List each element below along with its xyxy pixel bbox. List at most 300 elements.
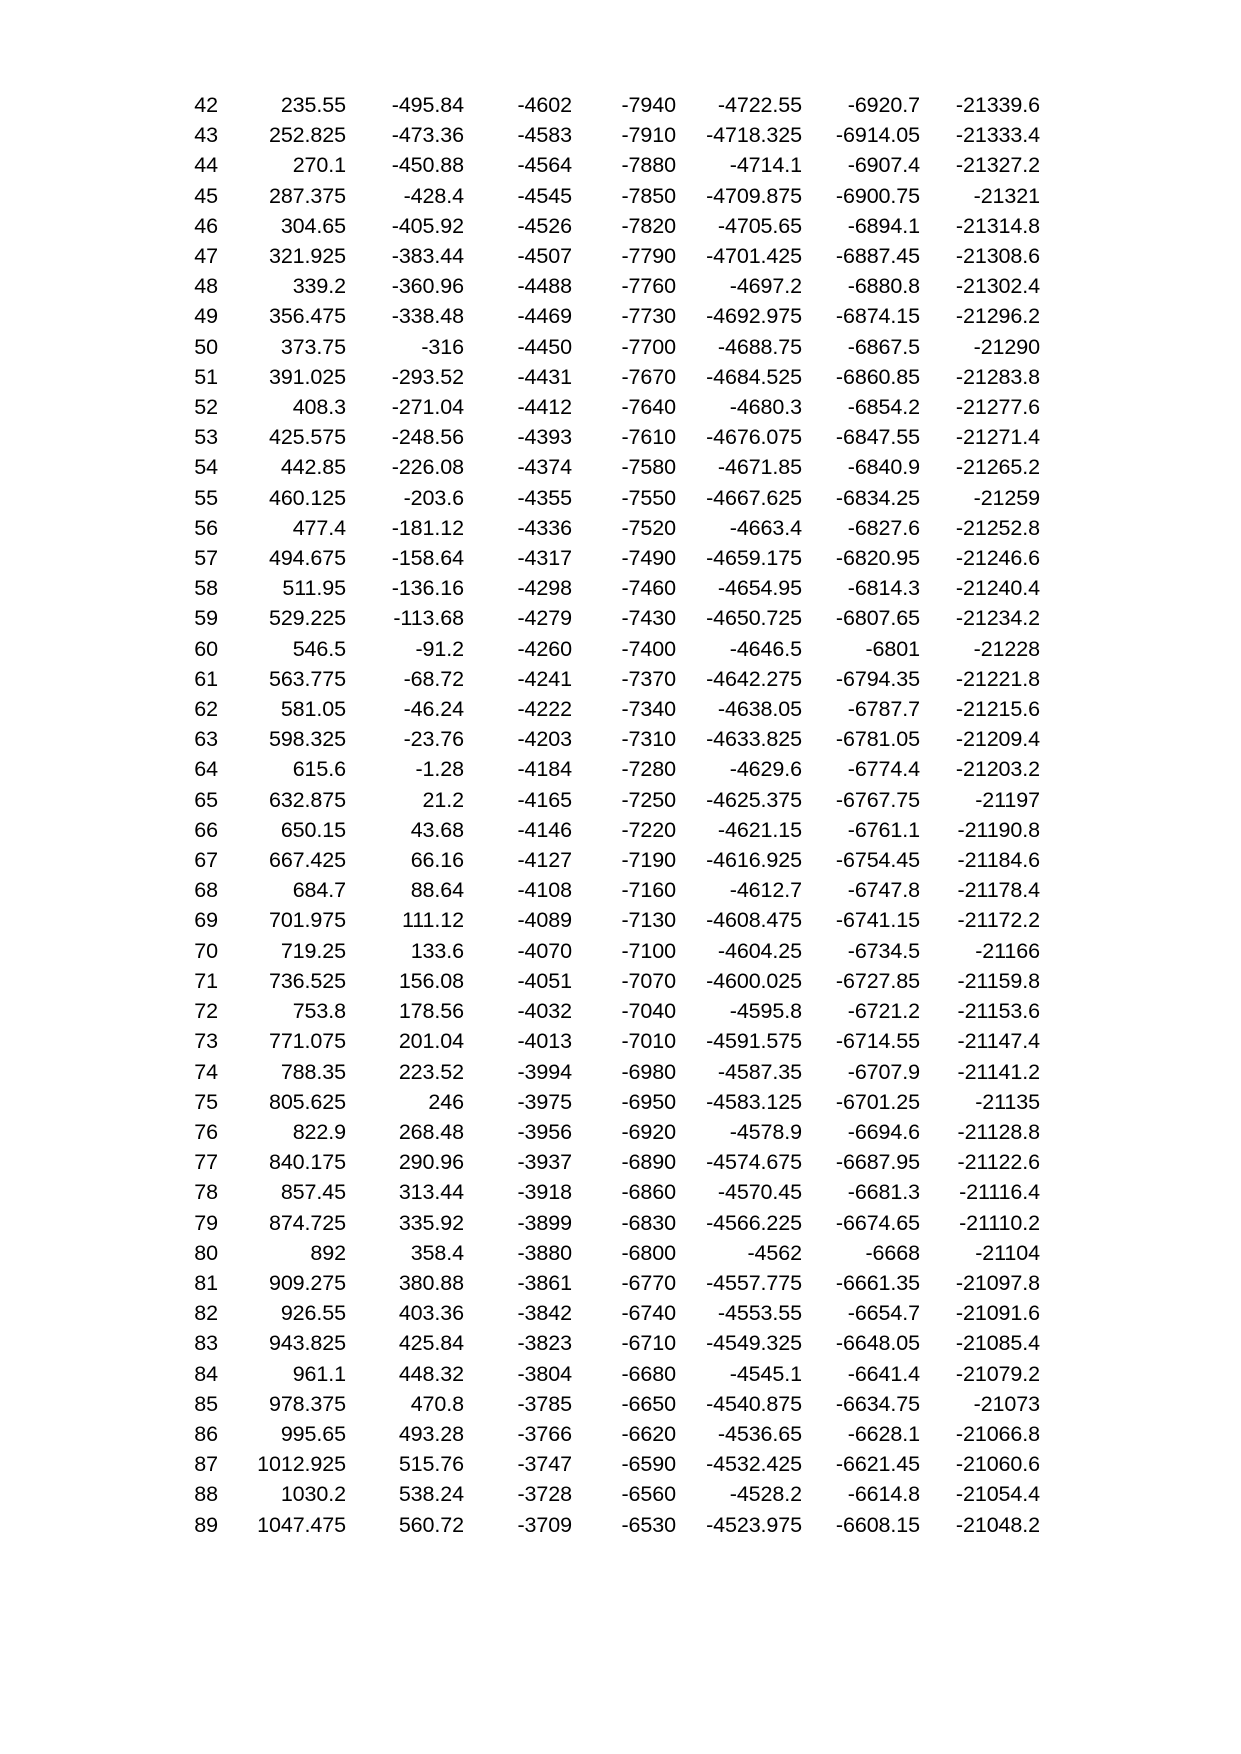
value-column-7-cell: -21135 xyxy=(975,1089,1040,1114)
value-column-5-cell: -4663.4 xyxy=(729,515,802,540)
value-column-6-cell: -6920.7 xyxy=(847,93,920,117)
value-column-1-cell: 460.125 xyxy=(268,485,346,510)
value-column-7-cell: -21234.2 xyxy=(955,606,1040,631)
table-row xyxy=(176,211,1040,241)
value-column-6-cell: -6614.8 xyxy=(847,1482,920,1507)
index-column-cell: 67 xyxy=(194,848,218,873)
table-row xyxy=(176,1057,1040,1087)
value-column-6-cell: -6641.4 xyxy=(847,1361,920,1386)
value-column-4-cell: -7460 xyxy=(621,576,676,601)
value-column-4-cell: -6590 xyxy=(621,1452,676,1477)
index-column-cell: 68 xyxy=(194,878,218,903)
value-column-7-cell: -21290 xyxy=(973,334,1040,359)
value-column-1-cell: 736.525 xyxy=(268,968,346,993)
value-column-5-cell: -4629.6 xyxy=(729,757,802,782)
value-column-6-cell: -6880.8 xyxy=(847,274,920,299)
table-row xyxy=(176,966,1040,996)
value-column-2-cell: -383.44 xyxy=(391,244,464,269)
index-column-cell: 62 xyxy=(194,697,218,722)
value-column-5-cell: -4633.825 xyxy=(706,727,802,752)
value-column-4-cell: -7670 xyxy=(621,364,676,389)
value-column-1-cell: 477.4 xyxy=(292,515,346,540)
value-column-5-cell: -4578.9 xyxy=(729,1119,802,1144)
value-column-3-cell: -3994 xyxy=(517,1059,572,1084)
value-column-4-cell: -6920 xyxy=(621,1119,676,1144)
value-column-3-cell: -4583 xyxy=(517,123,572,148)
value-column-7-cell: -21172.2 xyxy=(957,908,1040,933)
value-column-3-cell: -3823 xyxy=(517,1331,572,1356)
value-column-5-cell: -4654.95 xyxy=(717,576,802,601)
table-row xyxy=(176,332,1040,362)
value-column-7-cell: -21147.4 xyxy=(957,1029,1040,1054)
value-column-5-cell: -4608.475 xyxy=(706,908,802,933)
value-column-6-cell: -6787.7 xyxy=(847,697,920,722)
value-column-7-cell: -21122.6 xyxy=(957,1150,1040,1175)
value-column-3-cell: -4355 xyxy=(517,485,572,510)
table-row xyxy=(176,664,1040,694)
value-column-1-cell: 961.1 xyxy=(292,1361,346,1386)
index-column-cell: 52 xyxy=(194,395,218,420)
index-column-cell: 74 xyxy=(194,1059,218,1084)
value-column-1-cell: 719.25 xyxy=(280,938,346,963)
value-column-5-cell: -4705.65 xyxy=(717,213,802,238)
value-column-6-cell: -6807.65 xyxy=(835,606,920,631)
value-column-2-cell: -136.16 xyxy=(391,576,464,601)
index-column-cell: 64 xyxy=(194,757,218,782)
value-column-7-cell: -21252.8 xyxy=(955,515,1040,540)
value-column-1-cell: 235.55 xyxy=(280,93,346,117)
value-column-7-cell: -21178.4 xyxy=(957,878,1040,903)
value-column-5-cell: -4642.275 xyxy=(706,666,802,691)
value-column-5-cell: -4587.35 xyxy=(717,1059,802,1084)
value-column-2-cell: -113.68 xyxy=(393,606,464,631)
value-column-2-cell: 335.92 xyxy=(398,1210,464,1235)
value-column-2-cell: 448.32 xyxy=(398,1361,464,1386)
value-column-6-cell: -6854.2 xyxy=(847,395,920,420)
value-column-2-cell: -23.76 xyxy=(403,727,464,752)
value-column-2-cell: 380.88 xyxy=(398,1270,464,1295)
value-column-7-cell: -21215.6 xyxy=(955,697,1040,722)
value-column-4-cell: -6530 xyxy=(621,1512,676,1537)
value-column-7-cell: -21327.2 xyxy=(955,153,1040,178)
value-column-1-cell: 1047.475 xyxy=(257,1512,346,1537)
value-column-3-cell: -4184 xyxy=(517,757,572,782)
value-column-3-cell: -4526 xyxy=(517,213,572,238)
value-column-5-cell: -4612.7 xyxy=(729,878,802,903)
value-column-7-cell: -21308.6 xyxy=(955,244,1040,269)
table-row xyxy=(176,301,1040,331)
table-row xyxy=(176,1238,1040,1268)
value-column-4-cell: -6650 xyxy=(621,1391,676,1416)
value-column-6-cell: -6860.85 xyxy=(835,364,920,389)
value-column-2-cell: 66.16 xyxy=(410,848,464,873)
value-column-4-cell: -7490 xyxy=(621,546,676,571)
value-column-3-cell: -4374 xyxy=(517,455,572,480)
value-column-3-cell: -4279 xyxy=(517,606,572,631)
value-column-7-cell: -21296.2 xyxy=(955,304,1040,329)
value-column-4-cell: -7760 xyxy=(621,274,676,299)
value-column-6-cell: -6661.35 xyxy=(835,1270,920,1295)
value-column-6-cell: -6674.65 xyxy=(835,1210,920,1235)
value-column-1-cell: 684.7 xyxy=(292,878,346,903)
value-column-1-cell: 1030.2 xyxy=(280,1482,346,1507)
value-column-3-cell: -3747 xyxy=(517,1452,572,1477)
value-column-7-cell: -21104 xyxy=(975,1240,1040,1265)
value-column-3-cell: -3880 xyxy=(517,1240,572,1265)
value-column-5-cell: -4680.3 xyxy=(729,395,802,420)
value-column-1-cell: 563.775 xyxy=(268,666,346,691)
value-column-1-cell: 511.95 xyxy=(282,576,346,601)
value-column-2-cell: -181.12 xyxy=(391,515,464,540)
value-column-4-cell: -7820 xyxy=(621,213,676,238)
value-column-4-cell: -7580 xyxy=(621,455,676,480)
index-column-cell: 44 xyxy=(194,153,218,178)
index-column-cell: 65 xyxy=(194,787,218,812)
value-column-3-cell: -4146 xyxy=(517,817,572,842)
value-column-3-cell: -3785 xyxy=(517,1391,572,1416)
value-column-7-cell: -21197 xyxy=(975,787,1040,812)
value-column-1-cell: 650.15 xyxy=(280,817,346,842)
index-column-cell: 59 xyxy=(194,606,218,631)
value-column-3-cell: -4165 xyxy=(517,787,572,812)
value-column-5-cell: -4600.025 xyxy=(706,968,802,993)
value-column-5-cell: -4591.575 xyxy=(706,1029,802,1054)
value-column-4-cell: -7190 xyxy=(621,848,676,873)
value-column-7-cell: -21221.8 xyxy=(955,666,1040,691)
value-column-1-cell: 943.825 xyxy=(268,1331,346,1356)
value-column-4-cell: -6740 xyxy=(621,1301,676,1326)
value-column-3-cell: -4241 xyxy=(517,666,572,691)
index-column-cell: 63 xyxy=(194,727,218,752)
value-column-2-cell: 201.04 xyxy=(398,1029,464,1054)
value-column-6-cell: -6820.95 xyxy=(835,546,920,571)
table-row xyxy=(176,392,1040,422)
value-column-2-cell: -271.04 xyxy=(391,395,464,420)
value-column-4-cell: -7280 xyxy=(621,757,676,782)
value-column-6-cell: -6840.9 xyxy=(847,455,920,480)
index-column-cell: 83 xyxy=(194,1331,218,1356)
value-column-3-cell: -4108 xyxy=(517,878,572,903)
value-column-1-cell: 822.9 xyxy=(292,1119,346,1144)
value-column-2-cell: -248.56 xyxy=(391,425,464,450)
value-column-4-cell: -7880 xyxy=(621,153,676,178)
value-column-6-cell: -6694.6 xyxy=(847,1119,920,1144)
value-column-3-cell: -4336 xyxy=(517,515,572,540)
index-column-cell: 54 xyxy=(194,455,218,480)
value-column-3-cell: -4070 xyxy=(517,938,572,963)
value-column-3-cell: -4507 xyxy=(517,244,572,269)
value-column-4-cell: -7130 xyxy=(621,908,676,933)
table-row xyxy=(176,513,1040,543)
value-column-1-cell: 356.475 xyxy=(268,304,346,329)
value-column-6-cell: -6628.1 xyxy=(847,1421,920,1446)
table-row xyxy=(176,754,1040,784)
value-column-5-cell: -4638.05 xyxy=(717,697,802,722)
index-column-cell: 48 xyxy=(194,274,218,299)
value-column-5-cell: -4545.1 xyxy=(729,1361,802,1386)
value-column-4-cell: -7220 xyxy=(621,817,676,842)
index-column-cell: 77 xyxy=(194,1150,218,1175)
value-column-2-cell: -68.72 xyxy=(403,666,464,691)
value-column-6-cell: -6767.75 xyxy=(835,787,920,812)
value-column-4-cell: -7610 xyxy=(621,425,676,450)
value-column-7-cell: -21060.6 xyxy=(955,1452,1040,1477)
table-row xyxy=(176,1389,1040,1419)
table-row xyxy=(176,845,1040,875)
table-row xyxy=(176,724,1040,754)
value-column-7-cell: -21190.8 xyxy=(957,817,1040,842)
value-column-1-cell: 892 xyxy=(310,1240,346,1265)
value-column-2-cell: 515.76 xyxy=(398,1452,464,1477)
value-column-2-cell: -495.84 xyxy=(391,93,464,117)
value-column-1-cell: 391.025 xyxy=(268,364,346,389)
table-row xyxy=(176,452,1040,482)
value-column-1-cell: 840.175 xyxy=(268,1150,346,1175)
index-column-cell: 72 xyxy=(194,999,218,1024)
value-column-5-cell: -4697.2 xyxy=(729,274,802,299)
table-row xyxy=(176,1177,1040,1207)
value-column-3-cell: -3804 xyxy=(517,1361,572,1386)
value-column-6-cell: -6668 xyxy=(865,1240,920,1265)
value-column-2-cell: 156.08 xyxy=(398,968,464,993)
value-column-4-cell: -7940 xyxy=(621,93,676,117)
value-column-6-cell: -6834.25 xyxy=(835,485,920,510)
value-column-7-cell: -21271.4 xyxy=(955,425,1040,450)
table-row xyxy=(176,1328,1040,1358)
value-column-6-cell: -6914.05 xyxy=(835,123,920,148)
index-column-cell: 79 xyxy=(194,1210,218,1235)
value-column-7-cell: -21079.2 xyxy=(955,1361,1040,1386)
value-column-3-cell: -4450 xyxy=(517,334,572,359)
value-column-2-cell: -473.36 xyxy=(391,123,464,148)
value-column-1-cell: 1012.925 xyxy=(257,1452,346,1477)
value-column-5-cell: -4523.975 xyxy=(706,1512,802,1537)
value-column-3-cell: -3709 xyxy=(517,1512,572,1537)
value-column-2-cell: 358.4 xyxy=(410,1240,464,1265)
value-column-5-cell: -4709.875 xyxy=(706,183,802,208)
index-column-cell: 57 xyxy=(194,546,218,571)
index-column-cell: 66 xyxy=(194,817,218,842)
value-column-3-cell: -3766 xyxy=(517,1421,572,1446)
value-column-2-cell: -316 xyxy=(421,334,464,359)
value-column-6-cell: -6654.7 xyxy=(847,1301,920,1326)
value-column-5-cell: -4701.425 xyxy=(706,244,802,269)
table-row xyxy=(176,241,1040,271)
value-column-1-cell: 252.825 xyxy=(268,123,346,148)
value-column-6-cell: -6894.1 xyxy=(847,213,920,238)
value-column-1-cell: 529.225 xyxy=(268,606,346,631)
value-column-4-cell: -7430 xyxy=(621,606,676,631)
value-column-5-cell: -4684.525 xyxy=(706,364,802,389)
table-row xyxy=(176,90,1040,120)
value-column-6-cell: -6814.3 xyxy=(847,576,920,601)
value-column-3-cell: -3899 xyxy=(517,1210,572,1235)
value-column-2-cell: -338.48 xyxy=(391,304,464,329)
value-column-3-cell: -4412 xyxy=(517,395,572,420)
index-column-cell: 46 xyxy=(194,213,218,238)
value-column-3-cell: -3975 xyxy=(517,1089,572,1114)
value-column-6-cell: -6754.45 xyxy=(835,848,920,873)
value-column-6-cell: -6781.05 xyxy=(835,727,920,752)
table-row xyxy=(176,543,1040,573)
value-column-3-cell: -3937 xyxy=(517,1150,572,1175)
table-row xyxy=(176,694,1040,724)
value-column-5-cell: -4692.975 xyxy=(706,304,802,329)
table-row xyxy=(176,1298,1040,1328)
index-column-cell: 75 xyxy=(194,1089,218,1114)
value-column-1-cell: 788.35 xyxy=(280,1059,346,1084)
value-column-7-cell: -21333.4 xyxy=(955,123,1040,148)
index-column-cell: 51 xyxy=(194,364,218,389)
index-column-cell: 55 xyxy=(194,485,218,510)
value-column-4-cell: -7790 xyxy=(621,244,676,269)
value-column-6-cell: -6621.45 xyxy=(835,1452,920,1477)
value-column-7-cell: -21314.8 xyxy=(955,213,1040,238)
value-column-7-cell: -21091.6 xyxy=(955,1301,1040,1326)
value-column-4-cell: -6950 xyxy=(621,1089,676,1114)
index-column-cell: 56 xyxy=(194,515,218,540)
value-column-5-cell: -4528.2 xyxy=(729,1482,802,1507)
value-column-3-cell: -4051 xyxy=(517,968,572,993)
value-column-2-cell: 313.44 xyxy=(398,1180,464,1205)
value-column-1-cell: 995.65 xyxy=(280,1421,346,1446)
value-column-1-cell: 615.6 xyxy=(292,757,346,782)
value-column-3-cell: -4203 xyxy=(517,727,572,752)
index-column-cell: 89 xyxy=(194,1512,218,1537)
value-column-3-cell: -4469 xyxy=(517,304,572,329)
value-column-7-cell: -21073 xyxy=(973,1391,1040,1416)
index-column-cell: 47 xyxy=(194,244,218,269)
value-column-7-cell: -21302.4 xyxy=(955,274,1040,299)
value-column-4-cell: -6560 xyxy=(621,1482,676,1507)
value-column-4-cell: -6890 xyxy=(621,1150,676,1175)
value-column-6-cell: -6734.5 xyxy=(847,938,920,963)
value-column-1-cell: 425.575 xyxy=(268,425,346,450)
value-column-7-cell: -21097.8 xyxy=(955,1270,1040,1295)
value-column-5-cell: -4532.425 xyxy=(706,1452,802,1477)
value-column-6-cell: -6794.35 xyxy=(835,666,920,691)
value-column-4-cell: -7640 xyxy=(621,395,676,420)
value-column-6-cell: -6747.8 xyxy=(847,878,920,903)
value-column-2-cell: 133.6 xyxy=(410,938,464,963)
value-column-3-cell: -4431 xyxy=(517,364,572,389)
value-column-7-cell: -21141.2 xyxy=(957,1059,1040,1084)
value-column-3-cell: -4545 xyxy=(517,183,572,208)
value-column-7-cell: -21166 xyxy=(975,938,1040,963)
value-column-1-cell: 339.2 xyxy=(292,274,346,299)
value-column-7-cell: -21048.2 xyxy=(955,1512,1040,1537)
value-column-4-cell: -7910 xyxy=(621,123,676,148)
index-column-cell: 61 xyxy=(194,666,218,691)
value-column-6-cell: -6801 xyxy=(865,636,920,661)
value-column-6-cell: -6608.15 xyxy=(835,1512,920,1537)
value-column-7-cell: -21066.8 xyxy=(955,1421,1040,1446)
value-column-7-cell: -21085.4 xyxy=(955,1331,1040,1356)
value-column-7-cell: -21116.4 xyxy=(959,1180,1040,1205)
value-column-3-cell: -4260 xyxy=(517,636,572,661)
table-row xyxy=(176,1026,1040,1056)
index-column-cell: 73 xyxy=(194,1029,218,1054)
value-column-2-cell: -428.4 xyxy=(403,183,464,208)
table-row xyxy=(176,1268,1040,1298)
value-column-1-cell: 909.275 xyxy=(268,1270,346,1295)
table-row xyxy=(176,634,1040,664)
value-column-4-cell: -6980 xyxy=(621,1059,676,1084)
value-column-2-cell: -91.2 xyxy=(415,636,464,661)
value-column-1-cell: 598.325 xyxy=(268,727,346,752)
index-column-cell: 53 xyxy=(194,425,218,450)
value-column-1-cell: 373.75 xyxy=(280,334,346,359)
value-column-4-cell: -6860 xyxy=(621,1180,676,1205)
value-column-5-cell: -4595.8 xyxy=(729,999,802,1024)
value-column-1-cell: 270.1 xyxy=(292,153,346,178)
value-column-3-cell: -4032 xyxy=(517,999,572,1024)
table-row xyxy=(176,271,1040,301)
value-column-3-cell: -4488 xyxy=(517,274,572,299)
value-column-1-cell: 321.925 xyxy=(268,244,346,269)
index-column-cell: 87 xyxy=(194,1452,218,1477)
value-column-5-cell: -4540.875 xyxy=(706,1391,802,1416)
value-column-4-cell: -7400 xyxy=(621,636,676,661)
value-column-6-cell: -6741.15 xyxy=(835,908,920,933)
value-column-6-cell: -6701.25 xyxy=(835,1089,920,1114)
value-column-3-cell: -4013 xyxy=(517,1029,572,1054)
index-column-cell: 85 xyxy=(194,1391,218,1416)
table-row xyxy=(176,1510,1040,1540)
value-column-2-cell: -405.92 xyxy=(391,213,464,238)
value-column-1-cell: 771.075 xyxy=(268,1029,346,1054)
value-column-1-cell: 667.425 xyxy=(268,848,346,873)
value-column-7-cell: -21277.6 xyxy=(955,395,1040,420)
table-row xyxy=(176,936,1040,966)
value-column-5-cell: -4722.55 xyxy=(717,93,802,117)
value-column-7-cell: -21339.6 xyxy=(955,93,1040,117)
value-column-5-cell: -4566.225 xyxy=(706,1210,802,1235)
value-column-5-cell: -4583.125 xyxy=(706,1089,802,1114)
value-column-2-cell: -203.6 xyxy=(403,485,464,510)
table-row xyxy=(176,1449,1040,1479)
value-column-2-cell: 223.52 xyxy=(398,1059,464,1084)
table-row xyxy=(176,875,1040,905)
index-column-cell: 86 xyxy=(194,1421,218,1446)
table-row xyxy=(176,483,1040,513)
value-column-6-cell: -6867.5 xyxy=(847,334,920,359)
index-column-cell: 80 xyxy=(194,1240,218,1265)
value-column-7-cell: -21184.6 xyxy=(957,848,1040,873)
value-column-4-cell: -7550 xyxy=(621,485,676,510)
index-column-cell: 78 xyxy=(194,1180,218,1205)
value-column-1-cell: 442.85 xyxy=(280,455,346,480)
index-column-cell: 71 xyxy=(194,968,218,993)
value-column-7-cell: -21159.8 xyxy=(957,968,1040,993)
value-column-6-cell: -6634.75 xyxy=(835,1391,920,1416)
value-column-4-cell: -6680 xyxy=(621,1361,676,1386)
index-column-cell: 76 xyxy=(194,1119,218,1144)
value-column-7-cell: -21054.4 xyxy=(955,1482,1040,1507)
value-column-2-cell: 268.48 xyxy=(398,1119,464,1144)
value-column-2-cell: -450.88 xyxy=(391,153,464,178)
value-column-2-cell: 88.64 xyxy=(410,878,464,903)
value-column-1-cell: 874.725 xyxy=(268,1210,346,1235)
value-column-6-cell: -6707.9 xyxy=(847,1059,920,1084)
table-row xyxy=(176,603,1040,633)
value-column-4-cell: -6770 xyxy=(621,1270,676,1295)
value-column-5-cell: -4549.325 xyxy=(706,1331,802,1356)
index-column-cell: 58 xyxy=(194,576,218,601)
value-column-6-cell: -6874.15 xyxy=(835,304,920,329)
value-column-3-cell: -3918 xyxy=(517,1180,572,1205)
index-column-cell: 84 xyxy=(194,1361,218,1386)
